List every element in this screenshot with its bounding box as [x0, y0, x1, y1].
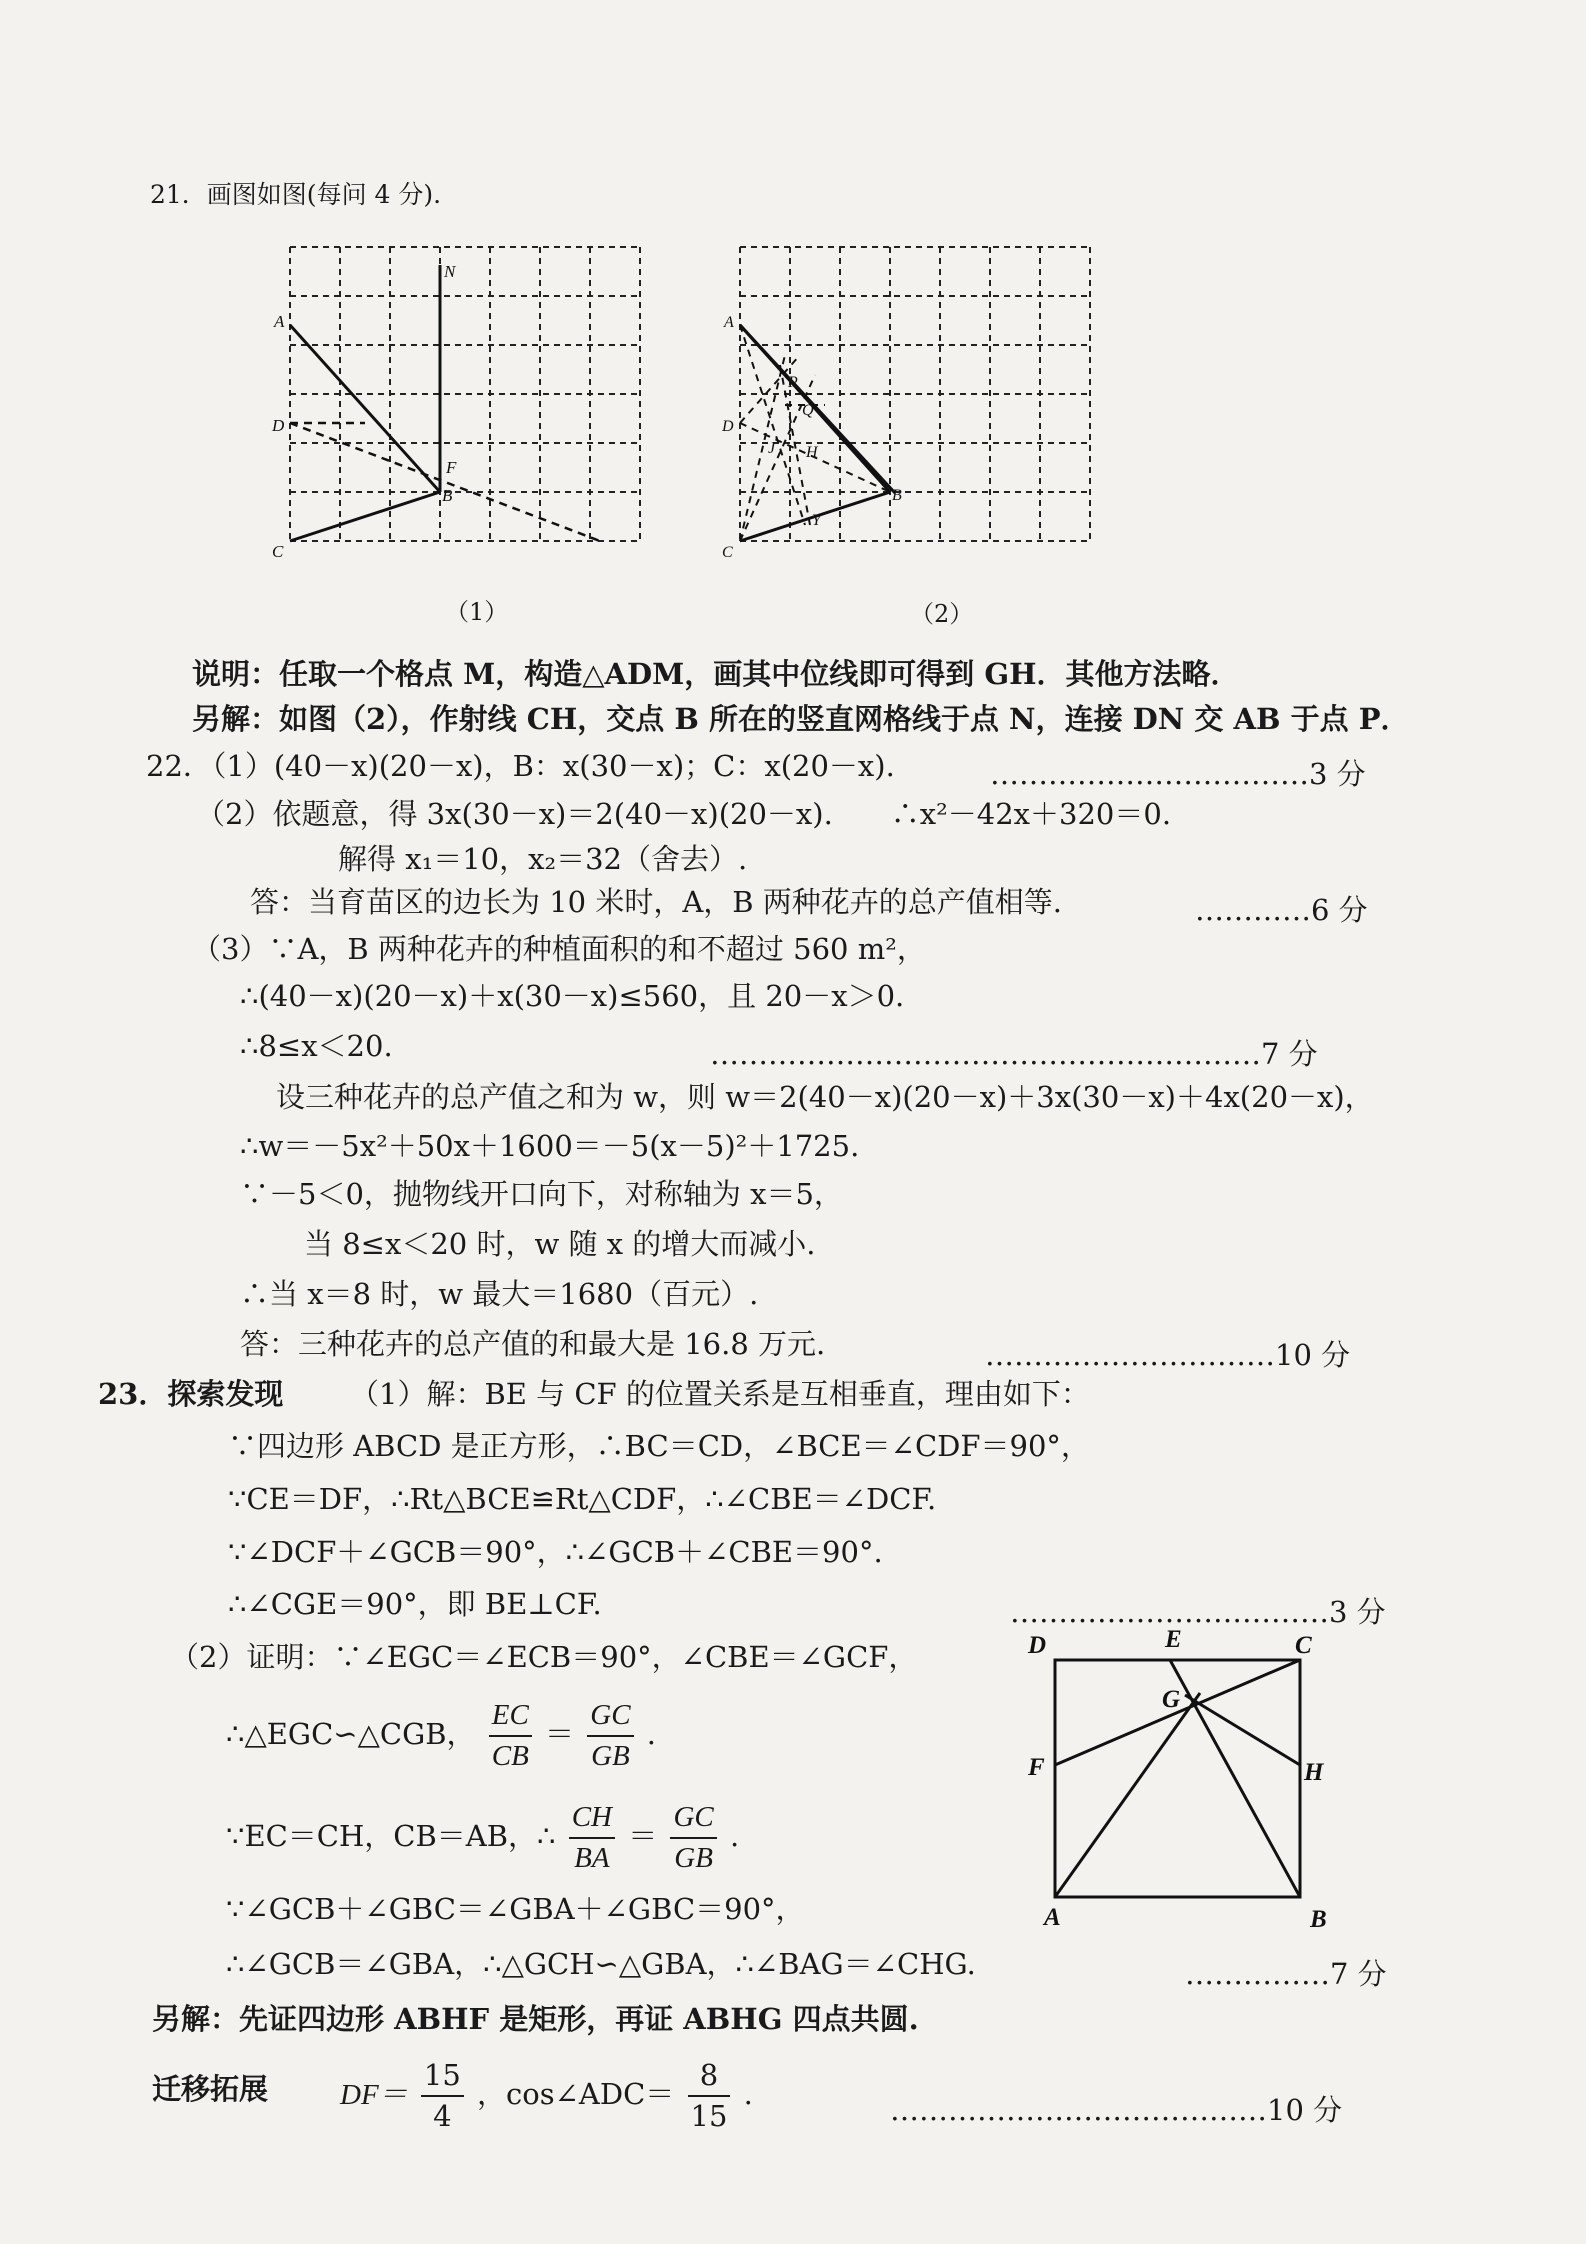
q22-line-3: 解得 x₁＝10，x₂＝32（舍去）.: [338, 842, 748, 876]
q23-line-8-text: ∵EC＝CH，CB＝AB，∴: [226, 1818, 556, 1853]
fig3-label-d: D: [1028, 1632, 1047, 1659]
q23-line-4: ∵∠DCF＋∠GCB＝90°，∴∠GCB＋∠CBE＝90°.: [228, 1535, 883, 1569]
fig1-label-f: F: [446, 458, 457, 477]
q23-line-10: ∴∠GCB＝∠GBA，∴△GCH∽△GBA，∴∠BAG＝∠CHG.: [226, 1947, 976, 1981]
fig3-label-b: B: [1310, 1906, 1327, 1933]
q23-score-3: ……………………………3 分: [1010, 1595, 1386, 1629]
fig2-label-j: J: [768, 440, 776, 457]
q23-score-10: …………………………………10 分: [890, 2093, 1343, 2127]
fig2-label-c: C: [722, 544, 733, 561]
q22-line-7: ∴8≤x＜20.: [240, 1029, 393, 1063]
q22-line-2: （2）依题意，得 3x(30－x)＝2(40－x)(20－x). ∴x²－42x＋320＝0.: [196, 797, 1172, 831]
q22-score-10: …………………………10 分: [985, 1338, 1351, 1372]
q21-header: 21．画图如图(每问 4 分).: [150, 180, 442, 209]
q23-line-3: ∵CE＝DF，∴Rt△BCE≌Rt△CDF，∴∠CBE＝∠DCF.: [228, 1482, 937, 1516]
q22-line-12: ∴当 x＝8 时，w 最大＝1680（百元）.: [240, 1277, 759, 1311]
q22-line-11: 当 8≤x＜20 时，w 随 x 的增大而减小.: [304, 1227, 816, 1261]
fig3-label-h: H: [1304, 1759, 1324, 1786]
fraction-ch-ba: $\frac{CH}{BA}$: [569, 1800, 615, 1876]
q23-line-7: ∴△EGC∽△CGB， $\frac{EC}{CB}$ ＝ $\frac{GC}{GB}$ .: [226, 1699, 657, 1772]
q23-score-7: ……………7 分: [1185, 1957, 1387, 1991]
q23-square-figure: [1020, 1625, 1350, 1935]
fraction-gc-gb-2: $\frac{GC}{GB}$: [670, 1800, 716, 1876]
q22-line-5: （3）∵A，B 两种花卉的种植面积的和不超过 560 m²，: [192, 932, 926, 966]
q22-line-8: 设三种花卉的总产值之和为 w，则 w＝2(40－x)(20－x)＋3x(30－x)＋4x(20－x)，: [276, 1080, 1374, 1114]
q23-line-1: （1）解：BE 与 CF 的位置关系是互相垂直，理由如下：: [350, 1377, 1090, 1411]
q23-line-2: ∵四边形 ABCD 是正方形，∴BC＝CD，∠BCE＝∠CDF＝90°，: [228, 1429, 1090, 1463]
q22-score-7: …………………………………………………7 分: [710, 1037, 1318, 1071]
q23-line-9: ∵∠GCB＋∠GBC＝∠GBA＋∠GBC＝90°，: [226, 1892, 805, 1926]
q22-line-4: 答：当育苗区的边长为 10 米时，A，B 两种花卉的总产值相等.: [250, 885, 1063, 919]
fig2-label-p: P: [788, 374, 798, 391]
q23-section-title: 23．探索发现: [98, 1377, 284, 1411]
q21-figure-1: [270, 235, 670, 585]
fig3-label-c: C: [1295, 1632, 1312, 1659]
q23-line-5: ∴∠CGE＝90°，即 BE⊥CF.: [228, 1587, 602, 1621]
q23-line-8: ∵EC＝CH，CB＝AB，∴ $\frac{CH}{BA}$ ＝ $\frac{GC}{GB}$ .: [226, 1801, 740, 1874]
q22-line-13: 答：三种花卉的总产值的和最大是 16.8 万元.: [240, 1327, 826, 1361]
q22-line-9: ∴w＝－5x²＋50x＋1600＝－5(x－5)²＋1725.: [240, 1129, 860, 1163]
q21-fig1-caption: （1）: [445, 598, 509, 626]
fig2-label-a: A: [724, 314, 734, 331]
q21-note: 说明：任取一个格点 M，构造△ADM，画其中位线即可得到 GH．其他方法略．: [192, 657, 1240, 691]
q21-fig2-caption: （2）: [910, 600, 974, 628]
q23-line-6: （2）证明：∵∠EGC＝∠ECB＝90°，∠CBE＝∠GCF，: [170, 1640, 918, 1674]
fraction-gc-gb: $\frac{GC}{GB}$: [587, 1698, 633, 1774]
fig3-label-a: A: [1044, 1904, 1061, 1931]
q22-score-6: …………6 分: [1195, 893, 1368, 927]
q23-line-7-text: ∴△EGC∽△CGB，: [226, 1716, 476, 1751]
fig2-label-h: H: [806, 444, 818, 461]
fig3-label-e: E: [1165, 1626, 1182, 1653]
fig2-label-y: Y: [812, 512, 821, 529]
q21-figure-2: [720, 235, 1120, 585]
fig2-label-q: Q: [802, 402, 814, 419]
fig3-label-f: F: [1028, 1754, 1045, 1781]
fig1-label-n: N: [444, 262, 456, 281]
fraction-ec-cb: $\frac{EC}{CB}$: [489, 1698, 532, 1774]
fraction-8-15: $\frac{8}{15}$: [688, 2058, 731, 2134]
q23-line-12: DF＝ $\frac{15}{4}$ ，cos∠ADC＝ $\frac{8}{15}$ .: [340, 2058, 753, 2133]
fig2-label-d: D: [722, 418, 734, 435]
fig1-label-d: D: [272, 416, 285, 435]
fig2-label-b: B: [892, 487, 902, 504]
q22-line-10: ∵－5＜0，抛物线开口向下，对称轴为 x＝5，: [240, 1177, 843, 1211]
q22-line-1: 22．（1）(40－x)(20－x)，B：x(30－x)；C：x(20－x).: [146, 749, 895, 783]
q21-alt: 另解：如图（2），作射线 CH，交点 B 所在的竖直网格线于点 N，连接 DN 交 AB 于点 P．: [192, 702, 1410, 736]
fig1-label-c: C: [272, 542, 284, 561]
fig1-label-b: B: [442, 486, 453, 505]
q22-score-3: ……………………………3 分: [990, 757, 1366, 791]
q23-migration-title: 迁移拓展: [152, 2072, 269, 2106]
q22-line-6: ∴(40－x)(20－x)＋x(30－x)≤560，且 20－x＞0.: [240, 979, 905, 1013]
fraction-15-4: $\frac{15}{4}$: [421, 2058, 464, 2134]
fig1-label-a: A: [274, 312, 285, 331]
q23-line-11: 另解：先证四边形 ABHF 是矩形，再证 ABHG 四点共圆.: [152, 2002, 919, 2036]
fig3-label-g: G: [1162, 1686, 1181, 1713]
